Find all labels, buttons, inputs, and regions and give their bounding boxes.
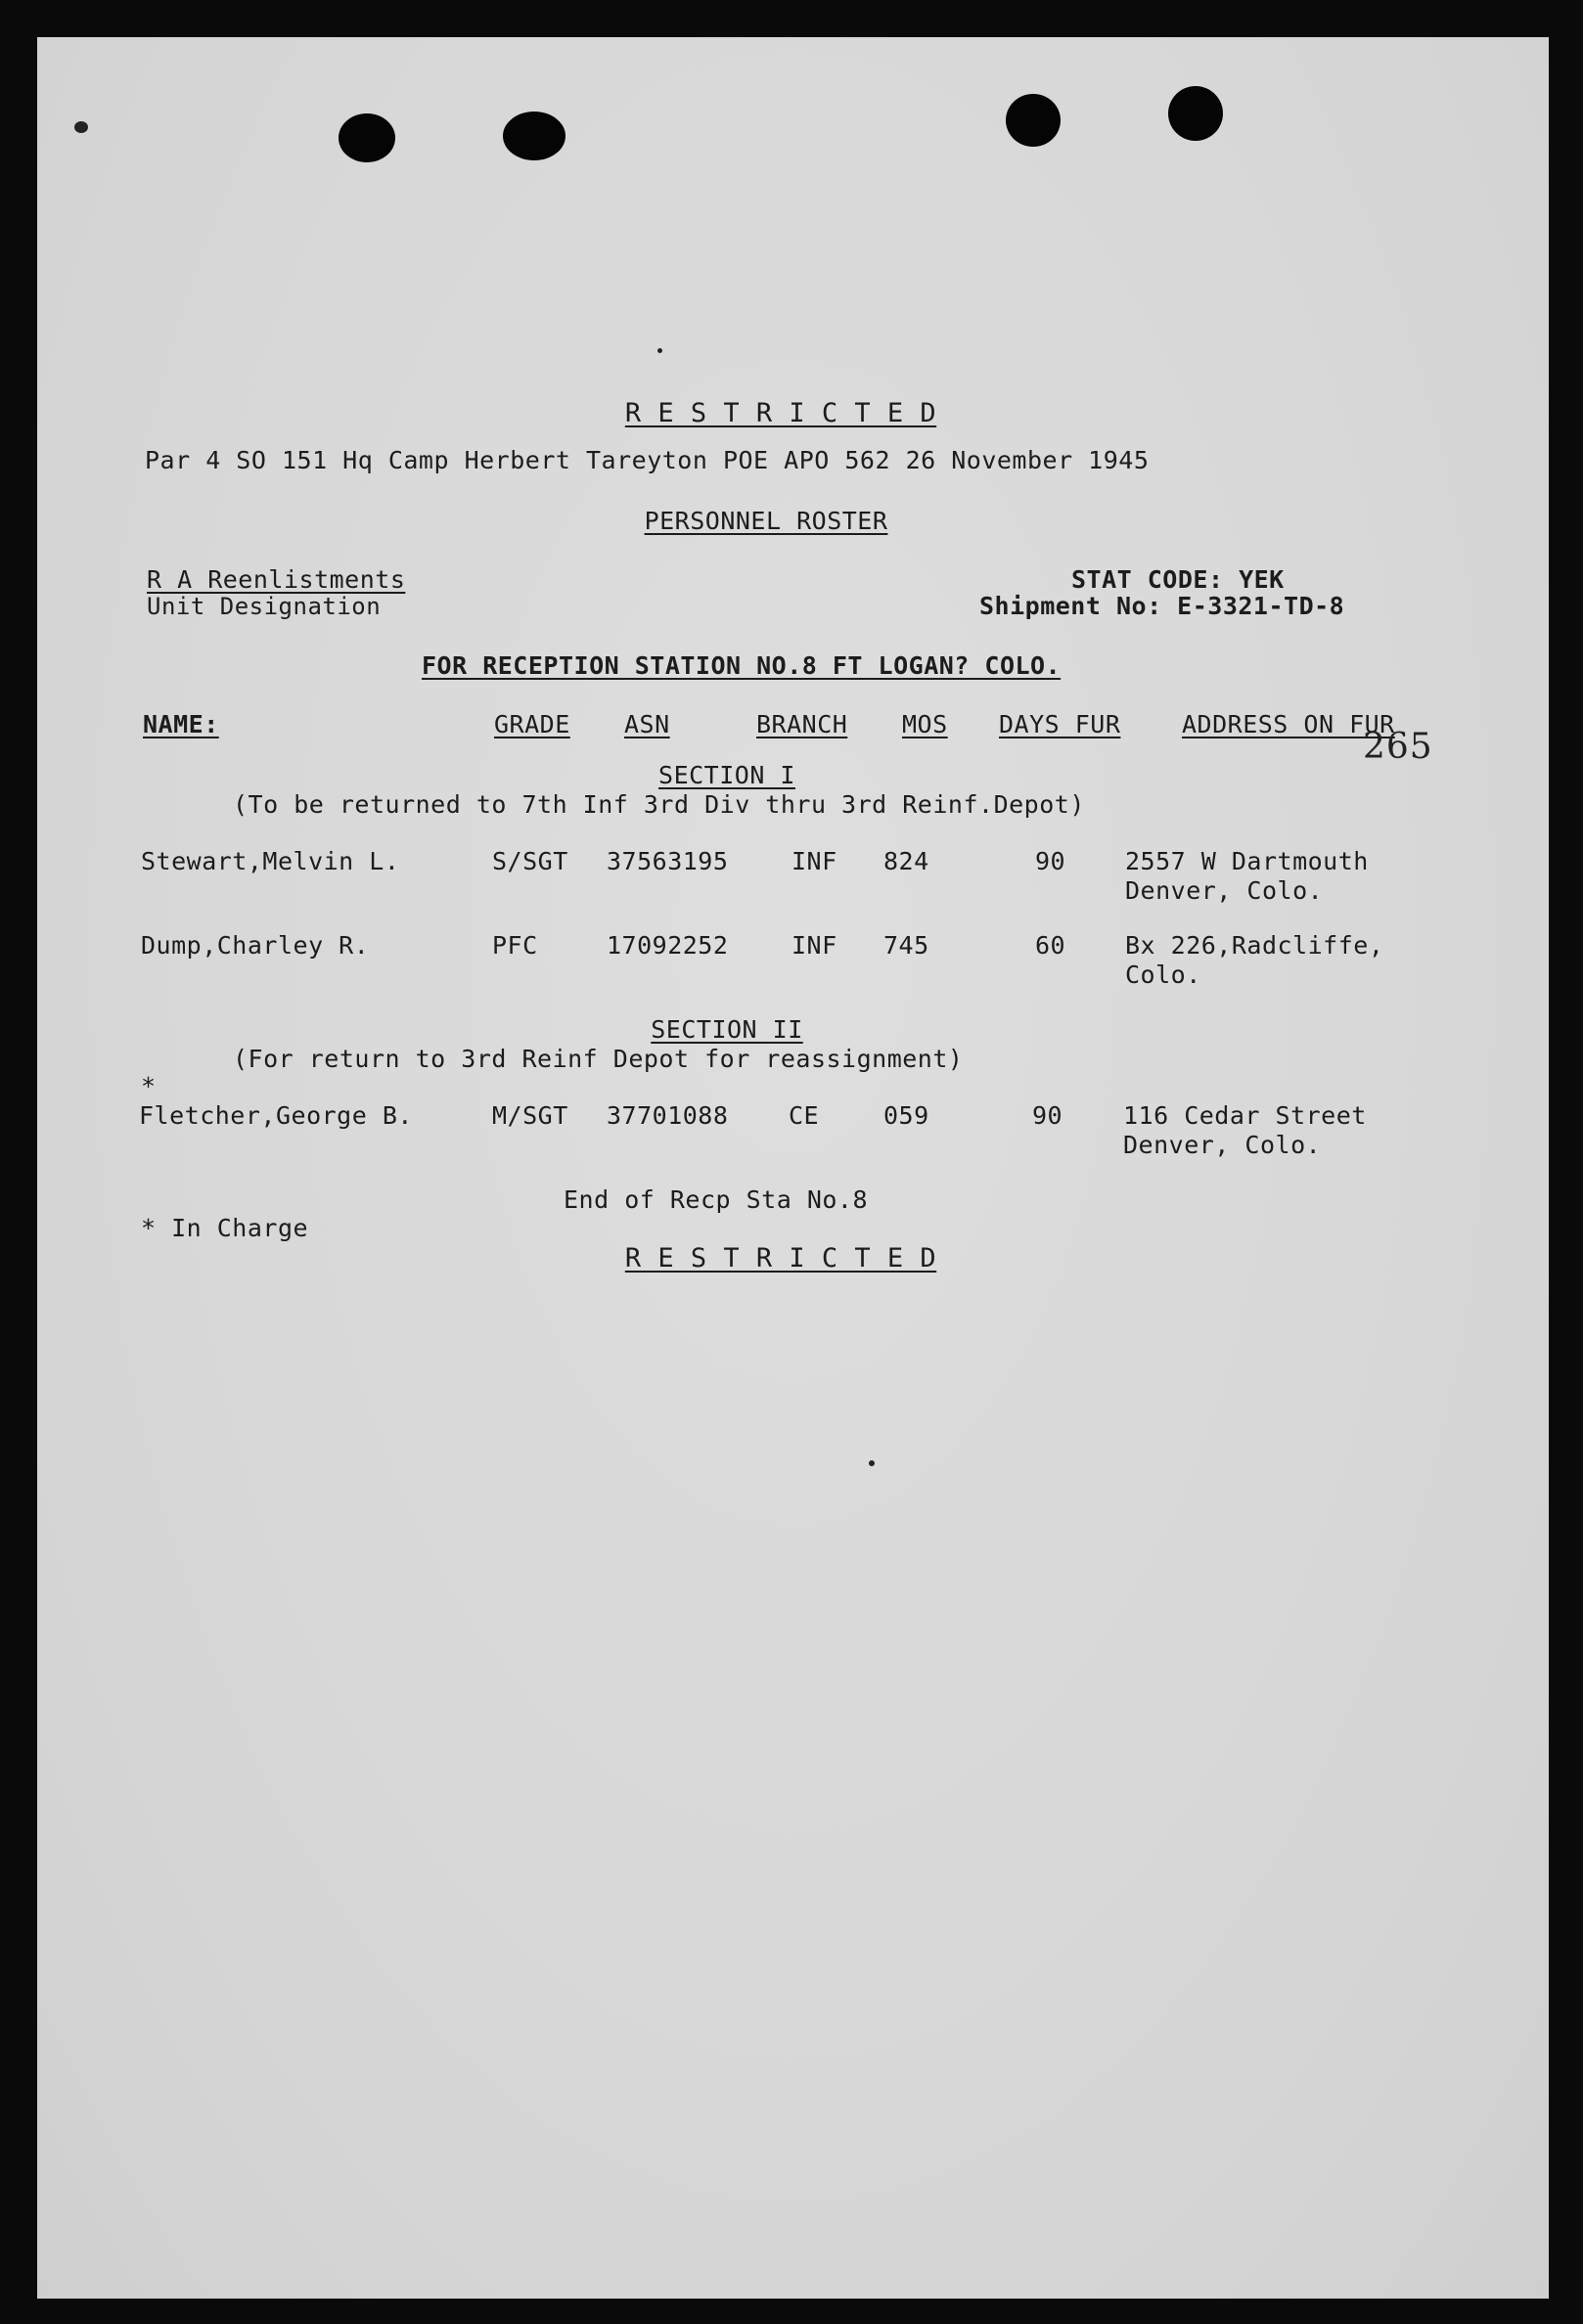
cell-address-line1: Bx 226,Radcliffe, (1125, 931, 1384, 960)
cell-mos: 824 (883, 847, 929, 875)
shipment-number: Shipment No: E-3321-TD-8 (979, 592, 1345, 620)
cell-grade: M/SGT (492, 1101, 568, 1130)
column-header-name: NAME: (143, 710, 219, 738)
cell-branch: INF (792, 847, 837, 875)
cell-asn: 17092252 (607, 931, 729, 960)
in-charge-note: * In Charge (141, 1214, 309, 1242)
page-number: 265 (1363, 727, 1433, 767)
in-charge-mark: * (141, 1072, 157, 1100)
section-title: SECTION I (658, 761, 795, 789)
document-page (37, 37, 1549, 2299)
cell-asn: 37563195 (607, 847, 729, 875)
roster-title: PERSONNEL ROSTER (644, 507, 888, 535)
end-line: End of Recp Sta No.8 (564, 1185, 869, 1214)
punch-hole (1006, 94, 1061, 147)
cell-name: Fletcher,George B. (139, 1101, 413, 1130)
cell-address-line2: Denver, Colo. (1125, 876, 1324, 905)
cell-asn: 37701088 (607, 1101, 729, 1130)
cell-days: 60 (1035, 931, 1066, 960)
cell-address-line2: Colo. (1125, 961, 1201, 989)
ink-speck (869, 1460, 875, 1466)
cell-address-line1: 2557 W Dartmouth (1125, 847, 1369, 875)
cell-name: Stewart,Melvin L. (141, 847, 400, 875)
column-header-branch: BRANCH (756, 710, 848, 738)
column-header-mos: MOS (902, 710, 948, 738)
order-line: Par 4 SO 151 Hq Camp Herbert Tareyton POE APO 562 26 November 1945 (145, 446, 1150, 474)
classification-bottom: R E S T R I C T E D (624, 1243, 937, 1274)
punch-hole (339, 113, 395, 162)
section-note: (For return to 3rd Reinf Depot for reassignment) (233, 1045, 964, 1073)
column-header-address: ADDRESS ON FUR (1182, 710, 1395, 738)
destination-line: FOR RECEPTION STATION NO.8 FT LOGAN? COLO. (422, 651, 1062, 680)
cell-days: 90 (1035, 847, 1066, 875)
cell-grade: PFC (492, 931, 538, 960)
cell-grade: S/SGT (492, 847, 568, 875)
cell-mos: 059 (883, 1101, 929, 1130)
section-title: SECTION II (651, 1015, 803, 1044)
stat-code: STAT CODE: YEK (1071, 565, 1285, 594)
cell-days: 90 (1032, 1101, 1063, 1130)
column-header-asn: ASN (624, 710, 670, 738)
cell-address-line1: 116 Cedar Street (1123, 1101, 1367, 1130)
cell-name: Dump,Charley R. (141, 931, 370, 960)
ink-speck (74, 121, 88, 133)
column-header-days-fur: DAYS FUR (999, 710, 1121, 738)
punch-hole (503, 112, 565, 160)
unit-name: R A Reenlistments (147, 565, 406, 594)
cell-branch: INF (792, 931, 837, 960)
cell-branch: CE (789, 1101, 820, 1130)
column-header-grade: GRADE (494, 710, 570, 738)
unit-designation-label: Unit Designation (147, 593, 382, 620)
ink-speck (657, 348, 662, 353)
cell-mos: 745 (883, 931, 929, 960)
cell-address-line2: Denver, Colo. (1123, 1131, 1322, 1159)
section-note: (To be returned to 7th Inf 3rd Div thru 3rd Reinf.Depot) (233, 790, 1085, 819)
classification-top: R E S T R I C T E D (624, 398, 937, 428)
punch-hole (1168, 86, 1223, 141)
